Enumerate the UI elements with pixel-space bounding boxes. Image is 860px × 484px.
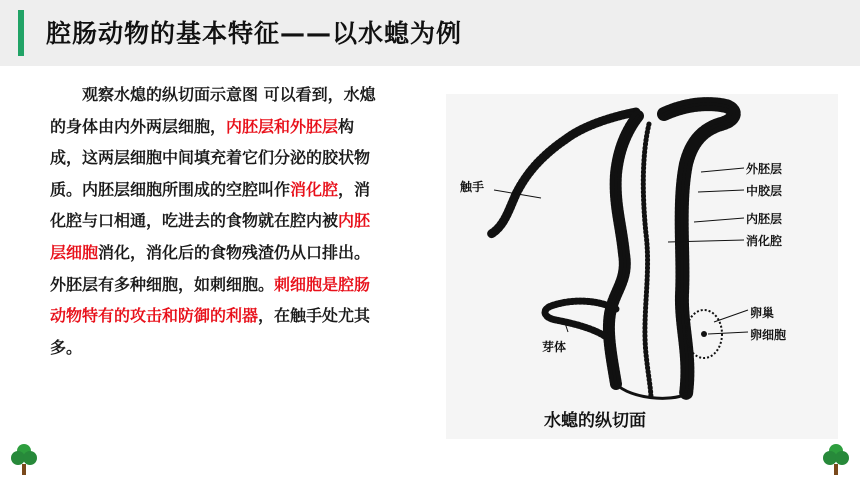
label-tentacle: 触手 — [460, 180, 485, 194]
tree-icon — [10, 442, 38, 476]
label-gastric-cavity: 消化腔 — [746, 234, 783, 248]
highlight-run: 内胚层细胞 — [50, 211, 371, 262]
label-ectoderm: 外胚层 — [746, 162, 783, 176]
label-mesoglea: 中胶层 — [746, 184, 783, 198]
label-ovary: 卵巢 — [750, 306, 775, 320]
text-run: 构成，这两层细胞中间填充着它们分泌的胶状物质。内胚层细胞所围成的空腔叫作 — [50, 116, 371, 199]
label-bud: 芽体 — [542, 340, 567, 354]
highlight-run: 刺细胞是腔肠动物特有的攻击和防御的利器 — [50, 274, 371, 326]
title-accent-bar — [18, 10, 24, 56]
hydra-section-figure — [446, 94, 838, 439]
label-egg-cell: 卵细胞 — [750, 328, 787, 342]
text-run: ，在触手处尤其多。 — [50, 306, 371, 357]
figure-caption: 水螅的纵切面 — [544, 411, 646, 431]
title-bar — [0, 0, 860, 66]
body-paragraph — [50, 79, 386, 363]
text-run: 消化，消化后的食物残渣仍从口排出。外胚层有多种细胞，如刺细胞。 — [50, 242, 371, 294]
label-endoderm: 内胚层 — [746, 212, 783, 226]
slide-title: 腔肠动物的基本特征——以水螅为例 — [46, 19, 463, 48]
text-run: 观察水熄的纵切面示意图 可以看到，水熄的身体由内外两层细胞， — [50, 85, 376, 136]
hydra-diagram — [446, 94, 838, 439]
highlight-run: 消化腔 — [290, 179, 339, 199]
text-run: ，消化腔与口相通，吃进去的食物就在腔内被 — [50, 179, 371, 231]
highlight-run: 内胚层和外胚层 — [226, 116, 339, 136]
tree-icon — [822, 442, 850, 476]
